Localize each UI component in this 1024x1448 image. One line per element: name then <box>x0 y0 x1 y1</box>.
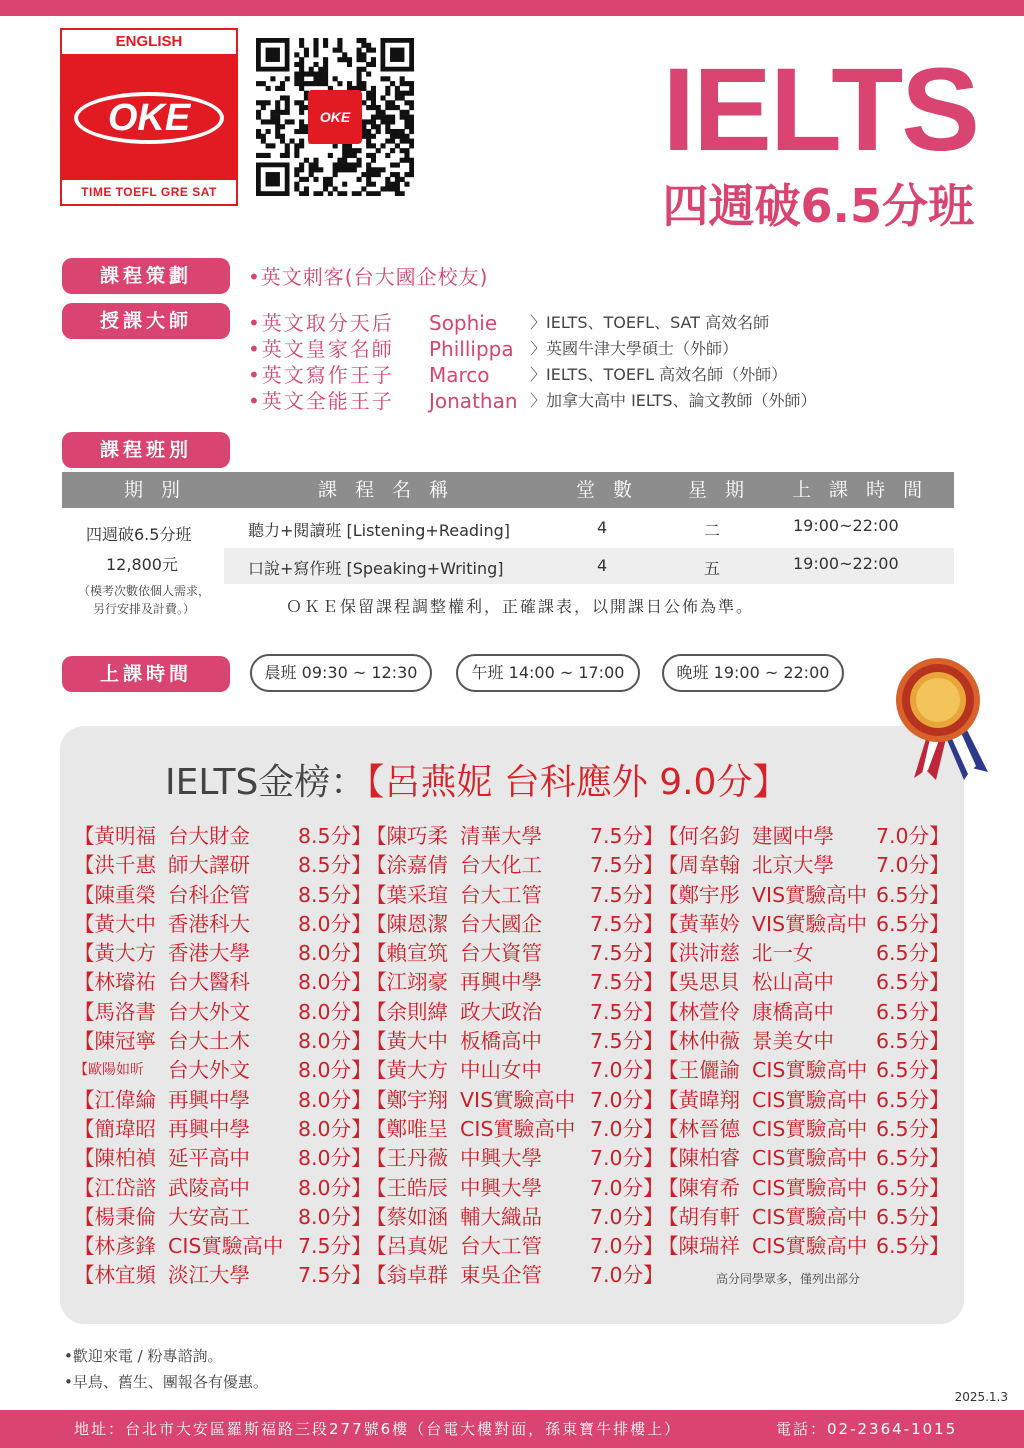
student-school: 板橋高中 <box>460 1029 542 1054</box>
teacher-desc: 〉英國牛津大學碩士（外師） <box>530 339 739 358</box>
col-day: 星 期 <box>688 479 751 501</box>
student-school: 北一女 <box>752 941 814 966</box>
student-school: 建國中學 <box>752 824 834 848</box>
student-school: 再興中學 <box>168 1087 250 1112</box>
schedule-disclaimer: ＯＫＥ保留課程調整權利，正確課表，以開課日公佈為準。 <box>286 597 755 616</box>
student-score: 7.0分】 <box>590 1087 664 1112</box>
logo-mark: OKE <box>107 97 191 139</box>
student-school: 北京大學 <box>752 853 834 878</box>
student-school: 中興大學 <box>460 1175 542 1200</box>
student-name: 【陳瑞祥 <box>658 1234 740 1259</box>
student-school: CIS實驗高中 <box>752 1116 868 1141</box>
student-school: VIS實驗高中 <box>752 911 868 936</box>
course-time: 19:00~22:00 <box>793 554 899 573</box>
student-name: 【楊秉倫 <box>74 1204 156 1229</box>
student-name: 【胡有軒 <box>658 1204 740 1229</box>
student-name: 【余則緯 <box>366 999 448 1024</box>
period-name: 四週破6.5分班 <box>86 525 192 544</box>
student-score: 7.5分】 <box>298 1234 372 1259</box>
honor-note: 高分同學眾多，僅列出部分 <box>716 1272 861 1286</box>
student-score: 7.0分】 <box>590 1263 664 1288</box>
student-score: 8.0分】 <box>298 999 372 1024</box>
medal-icon <box>892 656 998 784</box>
student-name: 【黃大中 <box>366 1029 448 1054</box>
address: 地址：台北市大安區羅斯福路三段277號6樓（台電大樓對面，孫東寶牛排樓上） <box>74 1420 682 1438</box>
student-name: 【涂嘉倩 <box>366 853 448 878</box>
page-subtitle: 四週破6.5分班 <box>662 179 974 233</box>
student-score: 6.5分】 <box>876 1234 950 1259</box>
student-name: 【簡瑋昭 <box>74 1116 156 1141</box>
student-score: 8.0分】 <box>298 1029 372 1054</box>
student-name: 【歐陽如昕 <box>74 1062 144 1079</box>
teacher-name: Jonathan <box>429 389 518 413</box>
student-school: 台科企管 <box>168 882 250 907</box>
student-school: 東吳企管 <box>460 1263 542 1288</box>
student-name: 【江岱諮 <box>74 1175 156 1200</box>
student-school: 輔大織品 <box>460 1204 542 1229</box>
qr-center-logo: OKE <box>308 90 362 144</box>
student-score: 6.5分】 <box>876 1175 950 1200</box>
student-school: CIS實驗高中 <box>752 1146 868 1171</box>
student-name: 【鄭宇翔 <box>366 1087 448 1112</box>
student-school: 台大資管 <box>460 941 542 966</box>
student-name: 【馬洛書 <box>74 999 156 1024</box>
student-score: 8.0分】 <box>298 1058 372 1083</box>
teacher-desc: 〉加拿大高中 IELTS、論文教師（外師） <box>530 391 817 410</box>
student-name: 【陳恩潔 <box>366 911 448 936</box>
student-school: VIS實驗高中 <box>752 882 868 907</box>
student-school: 康橋高中 <box>752 999 834 1024</box>
student-score: 7.5分】 <box>590 853 664 878</box>
student-school: 台大醫科 <box>168 970 250 995</box>
course-name: 口說+寫作班 [Speaking+Writing] <box>248 559 504 578</box>
col-count: 堂 數 <box>576 479 639 501</box>
student-score: 7.5分】 <box>590 824 664 848</box>
student-score: 7.5分】 <box>590 941 664 966</box>
student-score: 8.0分】 <box>298 1146 372 1171</box>
student-score: 6.5分】 <box>876 1146 950 1171</box>
student-school: 延平高中 <box>168 1146 250 1171</box>
student-name: 【洪沛慈 <box>658 941 740 966</box>
student-school: 台大工管 <box>460 1234 542 1259</box>
student-score: 6.5分】 <box>876 1029 950 1054</box>
student-score: 6.5分】 <box>876 941 950 966</box>
student-name: 【黃華妗 <box>658 911 740 936</box>
mock-exam-note: （模考次數依個人需求， <box>77 584 210 598</box>
student-school: 景美女中 <box>752 1029 834 1054</box>
oke-logo <box>60 28 238 206</box>
teacher-name: Sophie <box>429 311 498 335</box>
student-name: 【江翊豪 <box>366 970 448 995</box>
student-name: 【林晉德 <box>658 1116 740 1141</box>
teacher-desc: 〉IELTS、TOEFL、SAT 高效名師 <box>530 313 770 332</box>
footer-bar <box>0 1410 1024 1448</box>
student-score: 7.5分】 <box>590 970 664 995</box>
student-score: 7.0分】 <box>590 1116 664 1141</box>
student-name: 【王儷諭 <box>658 1058 740 1083</box>
teacher-title: •英文全能王子 <box>248 389 394 413</box>
student-score: 8.0分】 <box>298 941 372 966</box>
student-name: 【黃明福 <box>74 824 156 848</box>
student-score: 7.5分】 <box>590 911 664 936</box>
honor-title <box>165 760 788 806</box>
teacher-title: •英文取分天后 <box>248 311 394 335</box>
course-name: 聽力+閱讀班 [Listening+Reading] <box>248 521 511 540</box>
schedule-label: 上課時間 <box>62 656 230 692</box>
student-score: 7.0分】 <box>876 853 950 878</box>
student-school: CIS實驗高中 <box>752 1234 868 1259</box>
student-school: 再興中學 <box>460 970 542 995</box>
student-name: 【葉采瑄 <box>366 882 448 907</box>
student-school: 淡江大學 <box>168 1263 250 1288</box>
course-day: 二 <box>704 521 721 540</box>
student-school: CIS實驗高中 <box>168 1234 284 1259</box>
student-score: 8.5分】 <box>298 882 372 907</box>
course-table-header <box>62 472 954 508</box>
student-name: 【黃大方 <box>74 941 156 966</box>
student-name: 【鄭唯呈 <box>366 1116 448 1141</box>
student-school: 大安高工 <box>168 1204 250 1229</box>
student-score: 6.5分】 <box>876 1116 950 1141</box>
student-school: 香港大學 <box>168 941 250 966</box>
course-count: 4 <box>597 556 608 575</box>
student-name: 【呂真妮 <box>366 1234 448 1259</box>
publish-date: 2025.1.3 <box>954 1390 1008 1404</box>
discount-note: •早鳥、舊生、團報各有優惠。 <box>64 1373 268 1391</box>
student-name: 【陳重榮 <box>74 882 156 907</box>
student-school: 再興中學 <box>168 1116 250 1141</box>
student-school: 中興大學 <box>460 1146 542 1171</box>
student-name: 【林宜頻 <box>74 1263 156 1288</box>
teacher-title: •英文皇家名師 <box>248 337 394 361</box>
planner-value: •英文刺客(台大國企校友) <box>248 265 489 289</box>
student-name: 【陳柏禎 <box>74 1146 156 1171</box>
student-name: 【黃暐翔 <box>658 1087 740 1112</box>
student-score: 8.0分】 <box>298 911 372 936</box>
student-school: 香港科大 <box>168 911 250 936</box>
student-school: 台大外文 <box>168 999 250 1024</box>
morning-slot: 晨班 09:30 ~ 12:30 <box>250 654 432 692</box>
logo-top-text: ENGLISH <box>62 30 236 54</box>
course-price: 12,800元 <box>106 555 178 574</box>
afternoon-slot: 午班 14:00 ~ 17:00 <box>456 654 640 692</box>
student-score: 7.0分】 <box>876 824 950 848</box>
mock-exam-note-2: 另行安排及計費。） <box>92 602 195 616</box>
col-time: 上 課 時 間 <box>792 479 929 501</box>
evening-slot: 晚班 19:00 ~ 22:00 <box>662 654 844 692</box>
student-school: 台大工管 <box>460 882 542 907</box>
student-school: 師大譯研 <box>168 853 250 878</box>
student-school: 清華大學 <box>460 824 542 848</box>
student-name: 【周韋翰 <box>658 853 740 878</box>
student-name: 【蔡如涵 <box>366 1204 448 1229</box>
student-school: 台大外文 <box>168 1058 250 1083</box>
courses-label: 課程班別 <box>62 432 230 468</box>
student-name: 【陳柏睿 <box>658 1146 740 1171</box>
teacher-desc: 〉IELTS、TOEFL 高效名師（外師） <box>530 365 788 384</box>
student-name: 【江偉綸 <box>74 1087 156 1112</box>
page-title: IELTS <box>662 44 978 176</box>
qr-code[interactable] <box>256 38 414 196</box>
student-score: 6.5分】 <box>876 999 950 1024</box>
student-name: 【賴宣筑 <box>366 941 448 966</box>
course-time: 19:00~22:00 <box>793 516 899 535</box>
student-school: CIS實驗高中 <box>752 1175 868 1200</box>
student-name: 【林璿祐 <box>74 970 156 995</box>
student-score: 6.5分】 <box>876 911 950 936</box>
student-score: 7.0分】 <box>590 1204 664 1229</box>
student-name: 【陳巧柔 <box>366 824 448 848</box>
student-name: 【吳思貝 <box>658 970 740 995</box>
student-score: 7.0分】 <box>590 1234 664 1259</box>
student-score: 8.0分】 <box>298 1175 372 1200</box>
student-school: CIS實驗高中 <box>460 1116 576 1141</box>
col-course-name: 課 程 名 稱 <box>318 479 455 501</box>
student-score: 7.0分】 <box>590 1058 664 1083</box>
student-name: 【黃大方 <box>366 1058 448 1083</box>
student-school: CIS實驗高中 <box>752 1058 868 1083</box>
student-score: 8.0分】 <box>298 1087 372 1112</box>
student-score: 7.5分】 <box>590 999 664 1024</box>
student-score: 7.5分】 <box>298 1263 372 1288</box>
student-school: 中山女中 <box>460 1058 542 1083</box>
student-school: 台大土木 <box>168 1029 250 1054</box>
student-score: 6.5分】 <box>876 1087 950 1112</box>
student-score: 8.0分】 <box>298 1116 372 1141</box>
honor-title-prefix: IELTS金榜： <box>165 762 367 803</box>
phone[interactable]: 電話：02-2364-1015 <box>776 1420 958 1438</box>
student-name: 【翁卓群 <box>366 1263 448 1288</box>
student-score: 6.5分】 <box>876 882 950 907</box>
logo-bottom-text: TIME TOEFL GRE SAT <box>62 180 236 204</box>
student-score: 8.0分】 <box>298 970 372 995</box>
student-name: 【王丹薇 <box>366 1146 448 1171</box>
student-school: 台大財金 <box>168 824 250 848</box>
teacher-name: Phillippa <box>429 337 514 361</box>
student-school: 武陵高中 <box>168 1175 250 1200</box>
student-score: 7.0分】 <box>590 1175 664 1200</box>
student-score: 8.5分】 <box>298 824 372 848</box>
student-school: CIS實驗高中 <box>752 1204 868 1229</box>
teacher-title: •英文寫作王子 <box>248 363 394 387</box>
student-name: 【黃大中 <box>74 911 156 936</box>
course-day: 五 <box>704 559 721 578</box>
student-school: VIS實驗高中 <box>460 1087 576 1112</box>
course-count: 4 <box>597 518 608 537</box>
student-name: 【林仲薇 <box>658 1029 740 1054</box>
student-name: 【王皓辰 <box>366 1175 448 1200</box>
teacher-name: Marco <box>429 363 490 387</box>
student-score: 8.0分】 <box>298 1204 372 1229</box>
student-score: 6.5分】 <box>876 970 950 995</box>
student-score: 6.5分】 <box>876 1058 950 1083</box>
student-school: 台大化工 <box>460 853 542 878</box>
student-name: 【洪千惠 <box>74 853 156 878</box>
honor-top-student: 【呂燕妮 台科應外 9.0分】 <box>366 762 789 803</box>
student-name: 【林萱伶 <box>658 999 740 1024</box>
student-school: 松山高中 <box>752 970 834 995</box>
student-school: 政大政治 <box>460 999 542 1024</box>
teachers-label: 授課大師 <box>62 303 230 339</box>
student-score: 6.5分】 <box>876 1204 950 1229</box>
student-score: 8.5分】 <box>298 853 372 878</box>
student-score: 7.5分】 <box>590 1029 664 1054</box>
student-school: CIS實驗高中 <box>752 1087 868 1112</box>
student-school: 台大國企 <box>460 911 542 936</box>
planner-label: 課程策劃 <box>62 258 230 294</box>
col-period: 期 別 <box>124 479 187 501</box>
student-name: 【陳宥希 <box>658 1175 740 1200</box>
student-score: 7.0分】 <box>590 1146 664 1171</box>
student-name: 【林彥鋒 <box>74 1234 156 1259</box>
contact-note: •歡迎來電 / 粉專諮詢。 <box>64 1347 223 1365</box>
student-name: 【何名鈞 <box>658 824 740 848</box>
top-accent-bar <box>0 0 1024 16</box>
student-name: 【陳冠寧 <box>74 1029 156 1054</box>
student-score: 7.5分】 <box>590 882 664 907</box>
student-name: 【鄭宇彤 <box>658 882 740 907</box>
